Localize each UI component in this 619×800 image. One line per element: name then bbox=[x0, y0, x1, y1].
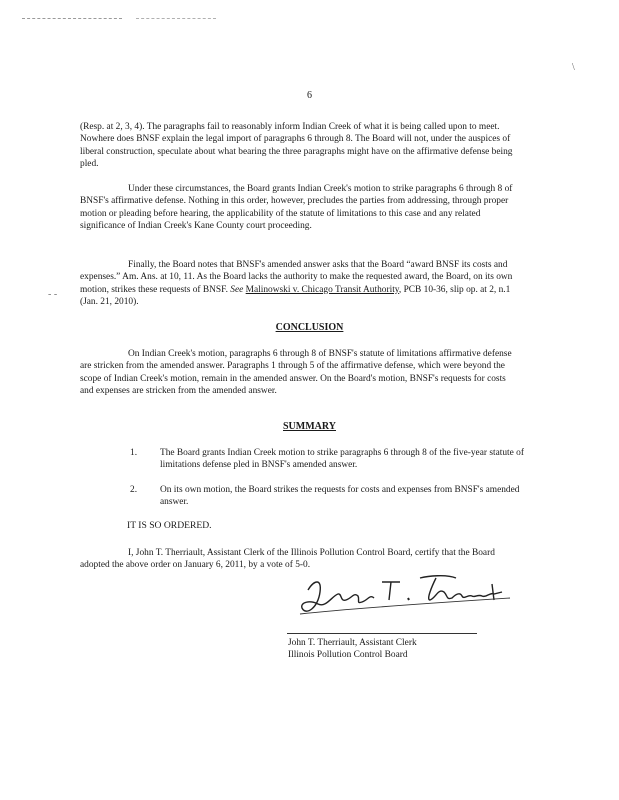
citation-tail: , PCB 10-36, slip op. at 2, n.1 (Jan. 21, 2010). bbox=[80, 284, 511, 307]
signatory-organization: Illinois Pollution Control Board bbox=[288, 650, 408, 660]
so-ordered: IT IS SO ORDERED. bbox=[127, 520, 212, 531]
case-citation: Malinowski v. Chicago Transit Authority bbox=[245, 284, 399, 295]
summary-item-text: The Board grants Indian Creek motion to strike paragraphs 6 through 8 of the five-year statute of limitations defense pled in BNSF's amended answer. bbox=[160, 448, 524, 471]
finally-text: Finally, the Board notes that BNSF's amended answer asks that the Board “award BNSF its costs and expenses.” Am. Ans. at 10, 11. As the Board lacks the authority to make the requested award, the Board, on its own motion, strikes these requests of BNSF. bbox=[80, 260, 513, 295]
signature-line bbox=[287, 633, 477, 634]
summary-heading: SUMMARY bbox=[283, 421, 336, 432]
scan-artifact bbox=[136, 18, 216, 20]
handwritten-signature bbox=[296, 570, 516, 624]
signatory-block bbox=[288, 637, 417, 661]
margin-mark: - - bbox=[48, 289, 58, 300]
certification-paragraph: I, John T. Therriault, Assistant Clerk of the Illinois Pollution Control Board, certify that the Board adopted the above order on January 6, 2011, by a vote of 5-0. bbox=[80, 548, 495, 571]
conclusion-heading: CONCLUSION bbox=[275, 322, 344, 333]
signatory-name-title: John T. Therriault, Assistant Clerk bbox=[288, 638, 417, 648]
summary-item-number: 2. bbox=[130, 485, 138, 495]
paragraph-board-grants: Under these circumstances, the Board grants Indian Creek's motion to strike paragraphs 6 through 8 of BNSF's affirmative defense. Nothing in this order, however, precludes the parties from addressing, through proper motion or pleading before hearing, the applicability of the statute of limitations to this case and any related significance of Indian Creek's Kane County court proceeding. bbox=[80, 184, 513, 231]
paragraph-conclusion: On Indian Creek's motion, paragraphs 6 through 8 of BNSF's statute of limitations affirmative defense are stricken from the amended answer. Paragraphs 1 through 5 of the affirmative defense, which were beyond the scope of Indian Creek's motion, remain in the amended answer. On the Board's motion, BNSF's requests for costs and expenses are stricken from the amended answer. bbox=[80, 349, 512, 396]
paragraph-finally bbox=[80, 259, 520, 308]
summary-item-number: 1. bbox=[130, 448, 138, 458]
see-signal: See bbox=[230, 284, 244, 295]
margin-mark: \ bbox=[572, 62, 575, 73]
page-number: 6 bbox=[307, 90, 312, 101]
summary-item-text: On its own motion, the Board strikes the requests for costs and expenses from BNSF's amended answer. bbox=[160, 485, 520, 508]
scan-artifact bbox=[22, 18, 122, 20]
paragraph-continuation: (Resp. at 2, 3, 4). The paragraphs fail to reasonably inform Indian Creek of what it is being called upon to meet. Nowhere does BNSF explain the legal import of paragraphs 6 through 8. The Board will not, under the auspices of liberal construction, speculate about what bearing the three paragraphs might have on the affirmative defense being pled. bbox=[80, 122, 513, 169]
